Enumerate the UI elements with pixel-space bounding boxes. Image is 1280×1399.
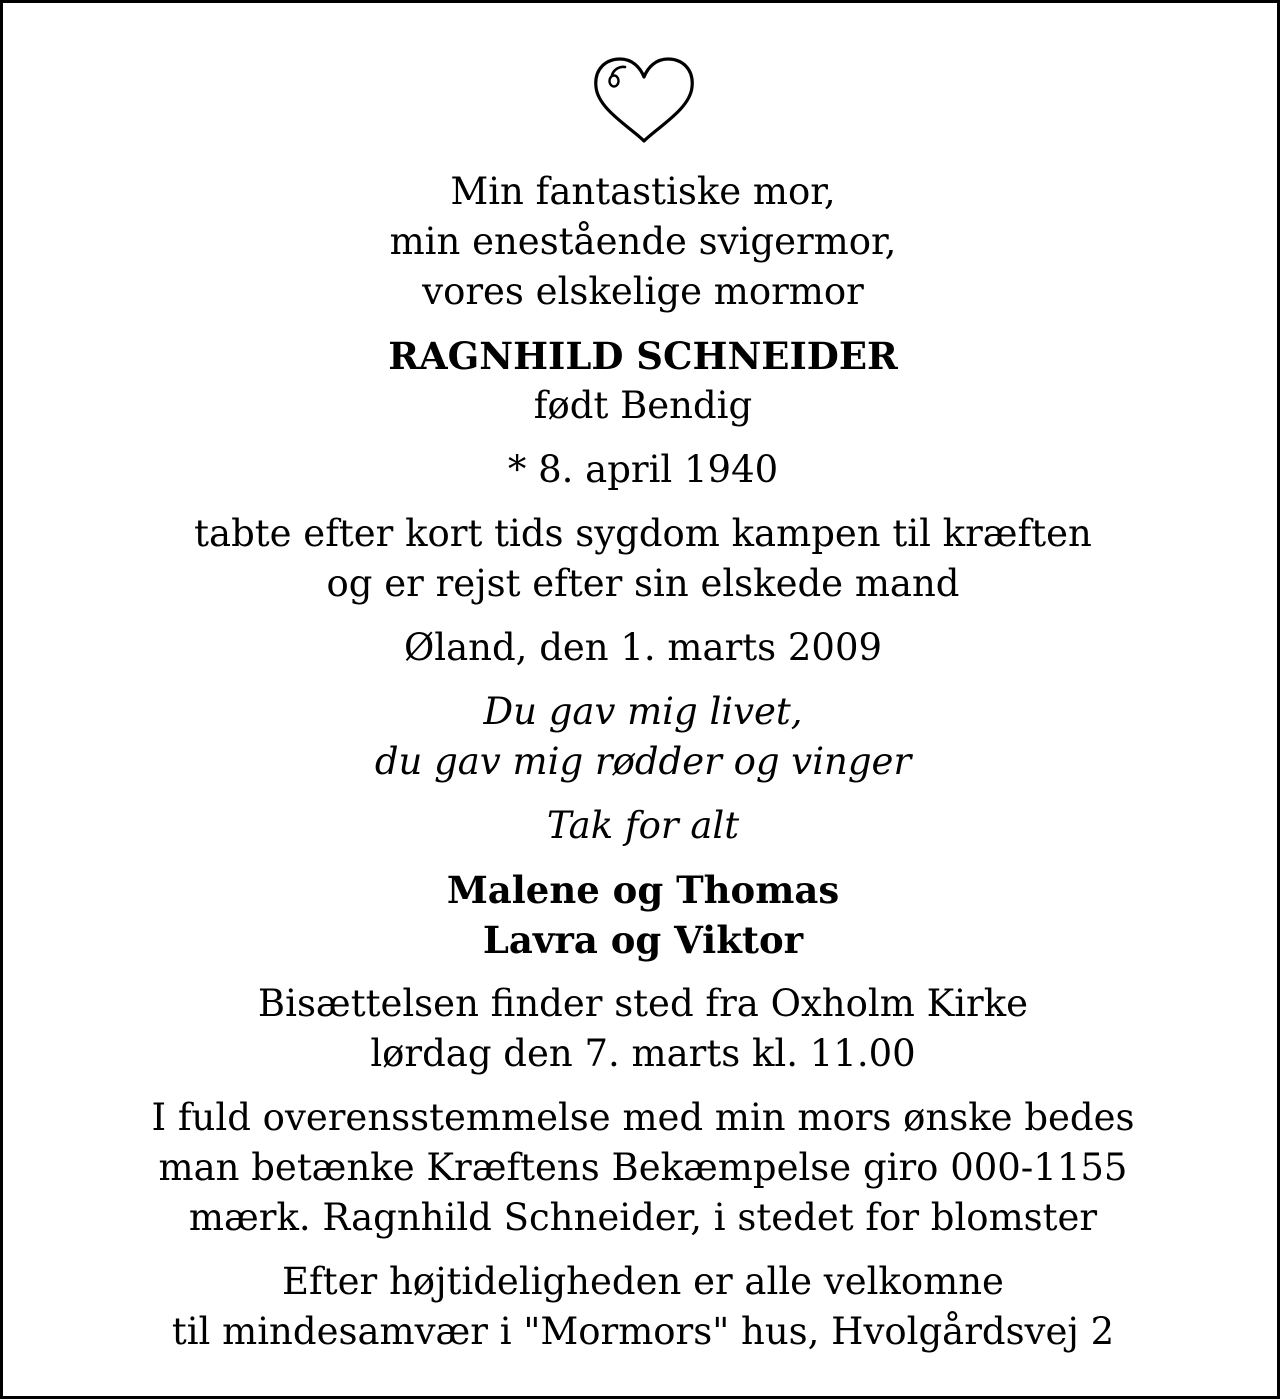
- maiden-name: født Bendig: [533, 384, 753, 427]
- gathering-line: Efter højtideligheden er alle velkomne: [282, 1260, 1004, 1303]
- birth-block: [3, 445, 1280, 495]
- donation-line: man betænke Kræftens Bekæmpelse giro 000-1155: [158, 1146, 1128, 1189]
- family-block: [3, 865, 1280, 965]
- intro-block: [3, 167, 1280, 317]
- family-line: Malene og Thomas: [446, 868, 840, 912]
- obituary-text: [3, 167, 1280, 1357]
- place-date: Øland, den 1. marts 2009: [403, 626, 883, 669]
- deceased-name: RAGNHILD SCHNEIDER: [388, 334, 898, 378]
- verse-block: [3, 687, 1280, 787]
- passing-block: [3, 509, 1280, 609]
- passing-line: tabte efter kort tids sygdom kampen til kræften: [194, 512, 1092, 555]
- thanks-block: [3, 801, 1280, 851]
- intro-line: vores elskelige mormor: [422, 270, 864, 313]
- donation-line: mærk. Ragnhild Schneider, i stedet for blomster: [188, 1196, 1098, 1239]
- gathering-line: til mindesamvær i "Mormors" hus, Hvolgårdsvej 2: [171, 1310, 1115, 1353]
- verse-line: Du gav mig livet,: [483, 690, 803, 733]
- donation-block: [3, 1093, 1280, 1243]
- verse-line: du gav mig rødder og vinger: [374, 740, 912, 783]
- funeral-block: [3, 979, 1280, 1079]
- birth-date: * 8. april 1940: [507, 448, 779, 491]
- intro-line: min enestående svigermor,: [389, 220, 897, 263]
- heart-icon: [590, 55, 698, 145]
- gathering-block: [3, 1257, 1280, 1357]
- place-date-block: [3, 623, 1280, 673]
- name-block: [3, 331, 1280, 431]
- funeral-line: Bisættelsen finder sted fra Oxholm Kirke: [257, 982, 1029, 1025]
- donation-line: I fuld overensstemmelse med min mors ønske bedes: [151, 1096, 1135, 1139]
- passing-line: og er rejst efter sin elskede mand: [326, 562, 960, 605]
- funeral-line: lørdag den 7. marts kl. 11.00: [370, 1032, 916, 1075]
- family-line: Lavra og Viktor: [482, 918, 804, 962]
- intro-line: Min fantastiske mor,: [450, 170, 836, 213]
- thanks-line: Tak for alt: [546, 804, 740, 847]
